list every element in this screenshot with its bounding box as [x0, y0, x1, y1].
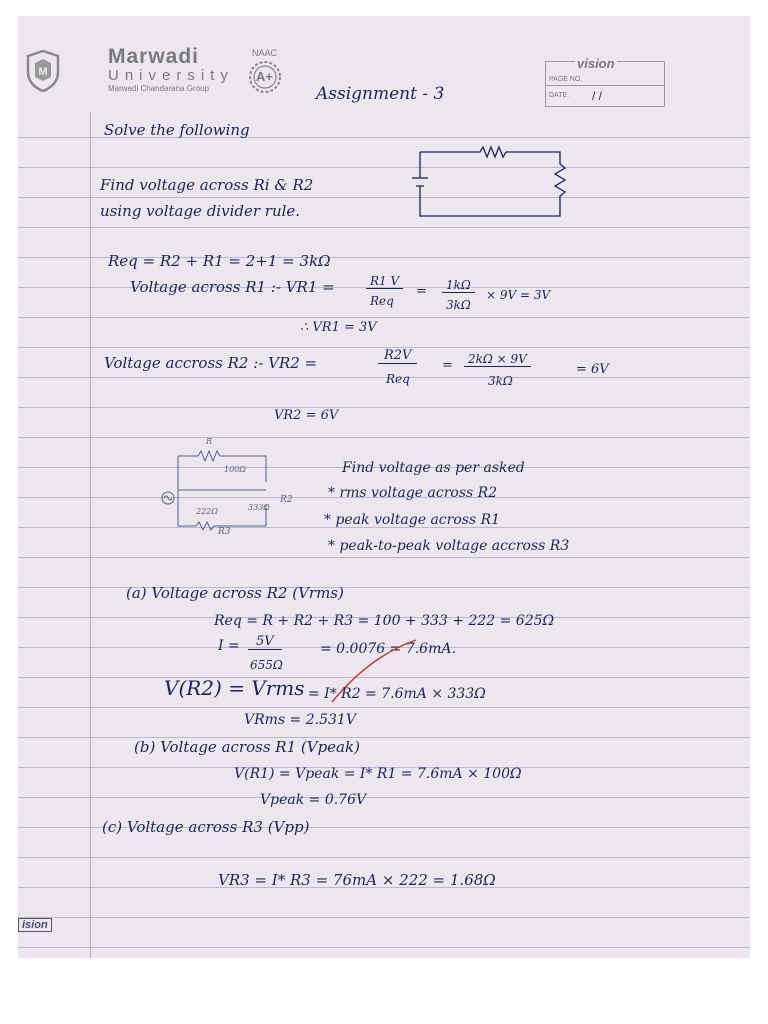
part-a-voltage-rest: = I* R2 = 7.6mA × 333Ω: [308, 686, 486, 702]
vr2-denominator: Req: [386, 372, 410, 386]
circuit-label-100: 100Ω: [224, 465, 246, 474]
notebook-page: [18, 16, 750, 958]
q2-line-1: Find voltage as per asked: [342, 460, 525, 476]
university-group: Marwadi Chandarana Group: [108, 84, 209, 93]
vr1-lead: Voltage across R1 :- VR1 =: [130, 278, 335, 296]
vr1-denominator-2: 3kΩ: [446, 298, 471, 312]
page-no-label: PAGE NO.: [546, 73, 664, 86]
circuit-diagram-1: [410, 144, 570, 222]
part-a-voltage-lead: V(R2) = Vrms: [164, 676, 305, 700]
vr1-result: ∴ VR1 = 3V: [300, 320, 377, 335]
part-a-current-lead: I =: [218, 638, 240, 654]
circuit-label-333: 333Ω: [248, 503, 270, 512]
part-a-current-denominator: 655Ω: [250, 658, 283, 672]
vr2-rest: = 6V: [576, 362, 609, 377]
circuit-label-r3: R3: [218, 527, 231, 534]
part-a-req: Req = R + R2 + R3 = 100 + 333 + 222 = 625Ω: [214, 613, 555, 629]
notebook-brand: vision: [577, 56, 615, 71]
vr2-denominator-2: 3kΩ: [488, 374, 513, 388]
naac-grade: A+: [256, 69, 273, 84]
date-value: / /: [592, 89, 603, 103]
notebook-footer-brand: ision: [18, 918, 52, 932]
vr2-lead: Voltage accross R2 :- VR2 =: [104, 354, 318, 372]
part-a-voltage-result: VRms = 2.531V: [244, 712, 356, 728]
instruction-text: Solve the following: [104, 121, 250, 139]
part-c-line-1: VR3 = I* R3 = 76mA × 222 = 1.68Ω: [218, 871, 496, 889]
assignment-title: Assignment - 3: [316, 84, 445, 104]
circuit-label-r2: R2: [280, 495, 293, 505]
q1-line-2: using voltage divider rule.: [100, 202, 301, 220]
circuit-diagram-2: [148, 434, 308, 534]
circuit-label-222: 222Ω: [196, 507, 218, 516]
vr1-numerator-2: 1kΩ: [442, 278, 475, 293]
vr1-denominator: Req: [370, 294, 394, 308]
vr1-rest: × 9V = 3V: [486, 288, 551, 302]
q1-line-1: Find voltage across Ri & R2: [100, 176, 314, 194]
university-brand: [108, 46, 234, 94]
vr2-numerator-2: 2kΩ × 9V: [464, 352, 531, 367]
university-name: Marwadi: [108, 45, 200, 68]
part-c-heading: (c) Voltage across R3 (Vpp): [102, 818, 310, 836]
university-subname: University: [108, 67, 234, 84]
q2-line-3: * peak voltage across R1: [324, 512, 501, 528]
vr1-numerator: R1 V: [366, 274, 403, 289]
part-b-line-2: Vpeak = 0.76V: [260, 792, 367, 808]
part-a-current-rest: = 0.0076 = 7.6mA.: [320, 641, 456, 657]
part-a-heading: (a) Voltage across R2 (Vrms): [126, 584, 344, 602]
circuit-label-r: R: [206, 437, 213, 446]
part-a-current-numerator: 5V: [248, 634, 282, 650]
svg-text:M: M: [38, 66, 48, 78]
vr2-result: VR2 = 6V: [274, 408, 339, 423]
part-b-line-1: V(R1) = Vpeak = I* R1 = 7.6mA × 100Ω: [234, 766, 522, 782]
date-label: DATE:: [549, 92, 570, 99]
q2-line-2: * rms voltage across R2: [328, 485, 498, 501]
vr1-equals: =: [416, 284, 427, 299]
university-shield-icon: [26, 50, 60, 92]
naac-label: NAAC: [252, 48, 278, 58]
vr2-equals: =: [442, 358, 453, 373]
req-equation: Req = R2 + R1 = 2+1 = 3kΩ: [108, 252, 331, 270]
vr2-numerator: R2V: [378, 348, 417, 364]
part-b-heading: (b) Voltage across R1 (Vpeak): [134, 738, 360, 756]
margin-line: [90, 16, 91, 958]
q2-line-4: * peak-to-peak voltage accross R3: [328, 538, 570, 554]
